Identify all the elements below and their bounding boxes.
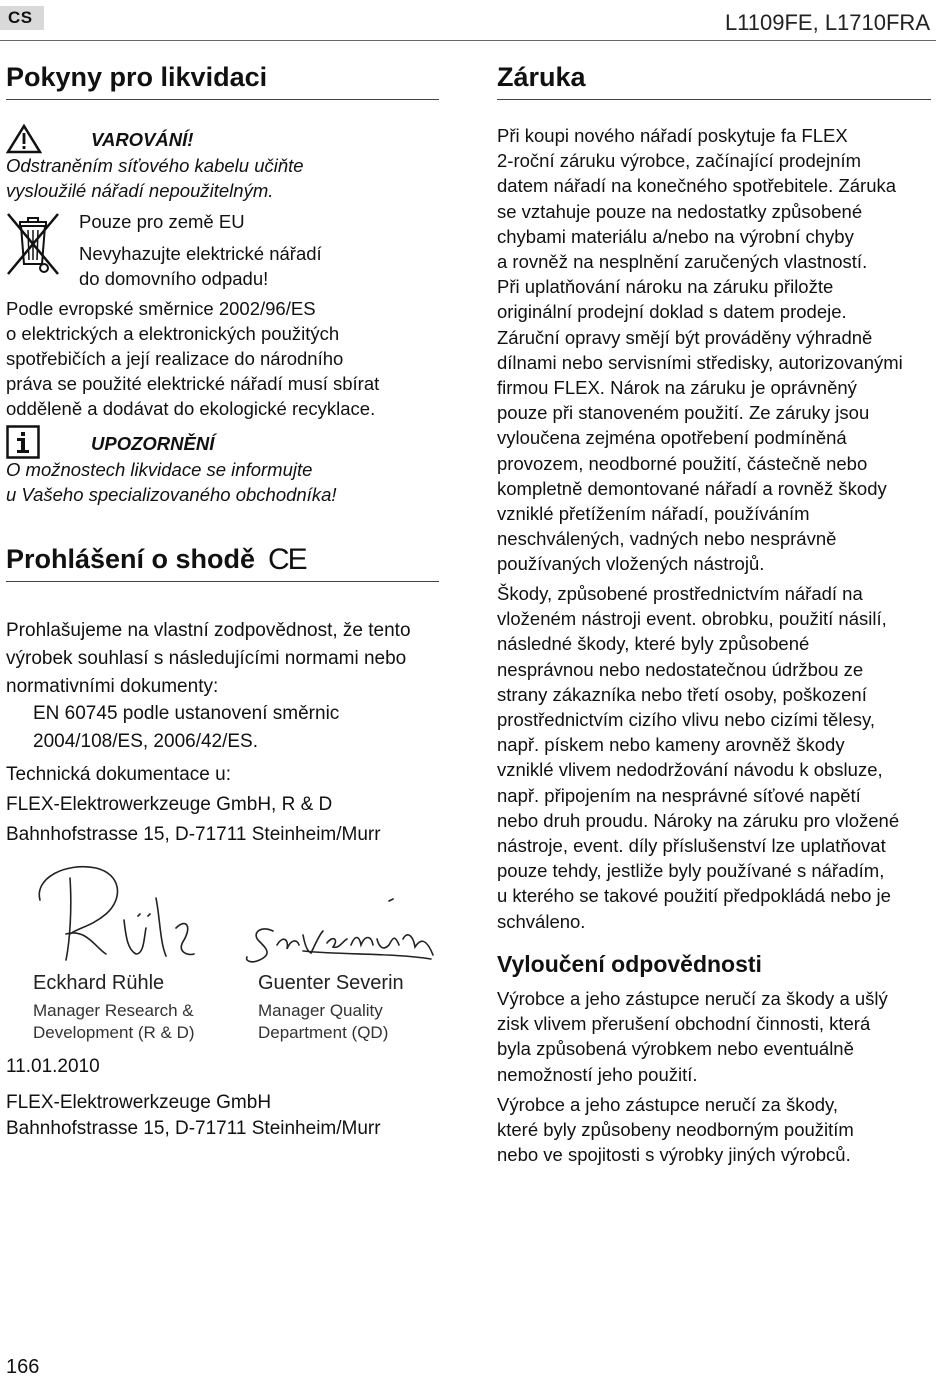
liability-line: Výrobce a jeho zástupce neručí za škody, bbox=[497, 1094, 839, 1115]
conformity-body-line: Prohlašujeme na vlastní zodpovědnost, že tento bbox=[6, 620, 411, 641]
weee-crossed-bin-icon bbox=[6, 212, 62, 276]
warning-line-2: vysloužilé nářadí nepoužitelným. bbox=[6, 180, 274, 201]
note-label: UPOZORNĚNÍ bbox=[91, 433, 215, 454]
header-divider bbox=[0, 40, 936, 41]
liability-line: nebo ve spojitosti s výrobky jiných výrobců. bbox=[497, 1144, 851, 1166]
conformity-body-line: výrobek souhlasí s následujícími normami nebo bbox=[6, 648, 407, 669]
techdoc-address: Bahnhofstrasse 15, D-71711 Steinheim/Murr bbox=[6, 824, 381, 845]
warranty-line: dílnami nebo servisními středisky, autorizovanými bbox=[497, 351, 903, 373]
warranty-line: např. připojením na nesprávné síťové napětí bbox=[497, 784, 861, 806]
warranty-line: originální prodejní doklad s datem prodeje. bbox=[497, 301, 847, 323]
note-line-2: u Vašeho specializovaného obchodníka! bbox=[6, 484, 337, 505]
liability-title: Vyloučení odpovědnosti bbox=[497, 951, 762, 977]
eu-line-3: do domovního odpadu! bbox=[79, 268, 269, 289]
signer-1-role-line: Manager Research & bbox=[33, 1001, 194, 1020]
disposal-body-line: o elektrických a elektronických použitých bbox=[6, 323, 340, 344]
warranty-line: Záruční opravy smějí být prováděny výhradně bbox=[497, 326, 873, 348]
disposal-body-line: Podle evropské směrnice 2002/96/ES bbox=[6, 298, 316, 319]
model-number: L1109FE, L1710FRA bbox=[724, 10, 930, 35]
techdoc-company: FLEX-Elektrowerkzeuge GmbH, R & D bbox=[6, 794, 333, 815]
techdoc-block bbox=[6, 760, 381, 850]
warranty-paragraph-2 bbox=[497, 581, 899, 934]
warranty-paragraph-1 bbox=[497, 123, 903, 577]
signer-2-role-line: Department (QD) bbox=[258, 1023, 389, 1042]
warranty-line: provozem, neodborné použití, částečně nebo bbox=[497, 452, 868, 474]
warranty-line: Při koupi nového nářadí poskytuje fa FLEX bbox=[497, 125, 848, 146]
warranty-line: datem nářadí na konečného spotřebitele. Záruka bbox=[497, 175, 897, 197]
warranty-line: neschválených, vadných nebo nesprávně bbox=[497, 528, 837, 550]
warranty-line: následné škody, které byly způsobené bbox=[497, 633, 810, 655]
warranty-line: firmou FLEX. Nárok na záruku je oprávněný bbox=[497, 377, 857, 399]
disposal-title-rule bbox=[6, 99, 439, 100]
signer-1-role bbox=[33, 1000, 195, 1044]
eu-line-1: Pouze pro země EU bbox=[79, 211, 245, 232]
signer-2-role-line: Manager Quality bbox=[258, 1001, 383, 1020]
eu-line-2: Nevyhazujte elektrické nářadí bbox=[79, 243, 322, 264]
warning-line-1: Odstraněním síťového kabelu učiňte bbox=[6, 155, 304, 176]
warranty-line: Při uplatňování nároku na záruku přiložte bbox=[497, 276, 834, 298]
warranty-line: nebo druh proudu. Nároky na záruku pro vložené bbox=[497, 809, 900, 831]
warranty-line: strany zákazníka nebo třetí osoby, poškození bbox=[497, 683, 867, 705]
disposal-body-line: odděleně a dodávat do ekologické recyklace. bbox=[6, 398, 376, 419]
company-block bbox=[6, 1090, 381, 1142]
liability-line: byla způsobená výrobkem nebo eventuálně bbox=[497, 1038, 854, 1060]
disposal-body-line: spotřebičích a její realizace do národního bbox=[6, 348, 344, 369]
warranty-line: vzniklé vlivem nedodržování návodu k obsluze, bbox=[497, 759, 883, 781]
warranty-line: nástroje, event. díly příslušenství lze uplatňovat bbox=[497, 835, 886, 857]
warranty-title: Záruka bbox=[497, 62, 586, 92]
note-line-1: O možnostech likvidace se informujte bbox=[6, 459, 313, 480]
warranty-line: chybami materiálu a/nebo na výrobní chyby bbox=[497, 225, 854, 247]
techdoc-label: Technická dokumentace u: bbox=[6, 764, 231, 785]
declaration-date: 11.01.2010 bbox=[6, 1056, 100, 1077]
liability-line: které byly způsobeny neodborným použitím bbox=[497, 1119, 854, 1141]
warranty-line: u kterého se takové použití předpokládá nebo je bbox=[497, 885, 891, 907]
warranty-line: Škody, způsobené prostřednictvím nářadí na bbox=[497, 583, 863, 604]
warranty-line: např. pískem nebo kameny arovněž škody bbox=[497, 734, 845, 756]
standard-line-2: 2004/108/ES, 2006/42/ES. bbox=[33, 731, 259, 752]
liability-line: Výrobce a jeho zástupce neručí za škody a ušlý bbox=[497, 988, 888, 1009]
warranty-line: 2-roční záruku výrobce, začínající prodejním bbox=[497, 150, 861, 172]
warranty-line: používaných vložených nástrojů. bbox=[497, 553, 765, 575]
warranty-line: kompletně demontované nářadí a rovněž škody bbox=[497, 477, 887, 499]
liability-line: nemožností jeho použití. bbox=[497, 1063, 698, 1085]
standard-line-1: EN 60745 podle ustanovení směrnic bbox=[33, 703, 340, 724]
warranty-line: pouze při stanoveném použití. Ze záruky jsou bbox=[497, 402, 870, 424]
liability-paragraph-1 bbox=[497, 986, 888, 1087]
language-badge: CS bbox=[0, 6, 44, 30]
signer-2-role bbox=[258, 1000, 388, 1044]
warranty-line: vloženém nástroji event. obrobku, použití násilí, bbox=[497, 608, 887, 630]
warranty-line: pouze tehdy, jestliže byly používané s nářadím, bbox=[497, 860, 885, 882]
standards bbox=[33, 700, 339, 756]
warranty-line: schváleno. bbox=[497, 910, 586, 932]
page-number: 166 bbox=[6, 1356, 40, 1378]
warranty-line: vyloučena zejména opotřebení podmíněná bbox=[497, 427, 847, 449]
warranty-line: a rovněž na nesplnění zaručených vlastností. bbox=[497, 251, 868, 273]
ce-mark: CE bbox=[268, 543, 306, 576]
warranty-line: vzniklé přetížením nářadí, používáním bbox=[497, 503, 810, 525]
conformity-body-line: normativními dokumenty: bbox=[6, 676, 219, 697]
signer-1-name: Eckhard Rühle bbox=[33, 972, 165, 994]
disposal-title: Pokyny pro likvidaci bbox=[6, 62, 268, 92]
warranty-line: se vztahuje pouze na nedostatky způsobené bbox=[497, 200, 863, 222]
liability-line: zisk vlivem přerušení obchodní činnosti, která bbox=[497, 1013, 871, 1035]
warranty-line: prostřednictvím cizího vlivu nebo cizími tělesy, bbox=[497, 709, 876, 731]
signer-1-role-line: Development (R & D) bbox=[33, 1023, 195, 1042]
warning-triangle-icon bbox=[6, 124, 42, 154]
disposal-body-line: práva se použité elektrické nářadí musí sbírat bbox=[6, 373, 380, 394]
conformity-body bbox=[6, 617, 411, 701]
company-address: Bahnhofstrasse 15, D-71711 Steinheim/Murr bbox=[6, 1118, 381, 1139]
signature-ruehle bbox=[26, 858, 196, 968]
signer-2-name: Guenter Severin bbox=[258, 972, 404, 994]
warranty-title-rule bbox=[497, 99, 931, 100]
warning-label: VAROVÁNÍ! bbox=[91, 129, 194, 150]
info-icon bbox=[6, 425, 40, 459]
company-name: FLEX-Elektrowerkzeuge GmbH bbox=[6, 1092, 272, 1113]
warranty-line: nesprávnou nebo nedostatečnou údržbou ze bbox=[497, 658, 864, 680]
conformity-title-rule bbox=[6, 581, 439, 582]
conformity-title: Prohlášení o shodě bbox=[6, 544, 256, 574]
liability-paragraph-2 bbox=[497, 1092, 854, 1168]
signature-severin bbox=[243, 895, 438, 970]
